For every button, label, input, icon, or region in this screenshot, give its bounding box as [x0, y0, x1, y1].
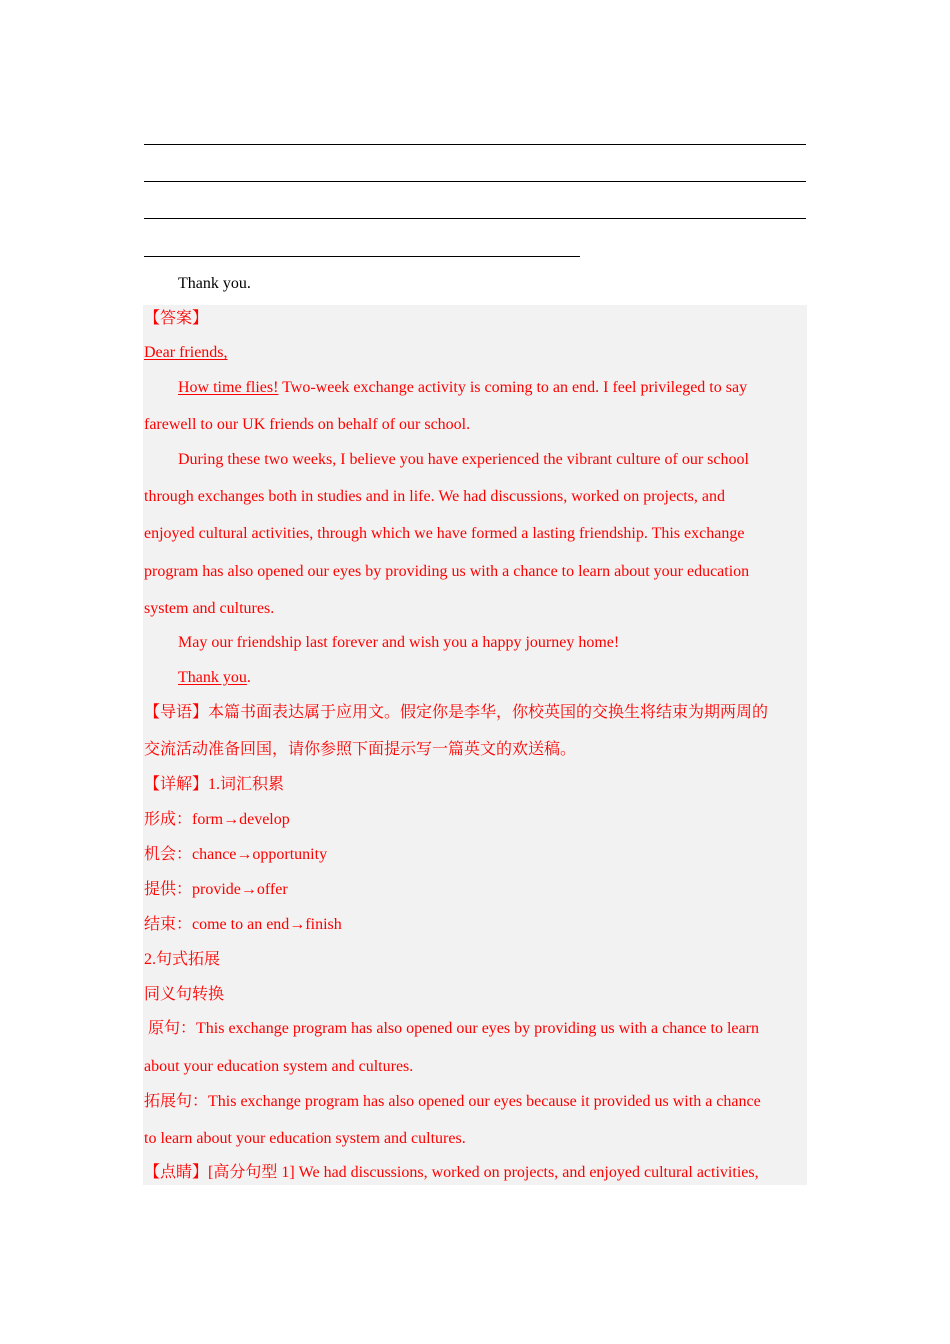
highlight-line-1: 【点睛】[高分句型 1] We had discussions, worked on projects, and enjoyed cultural activities,	[144, 1164, 759, 1181]
vocab-item: 结束：come to an end→finish	[144, 916, 342, 933]
extended-sentence-line-2: to learn about your education system and cultures.	[144, 1130, 466, 1147]
closing-text: Thank you.	[178, 275, 251, 292]
blank-writing-line	[144, 144, 806, 145]
blank-writing-line	[144, 256, 580, 257]
letter-paragraph-1	[178, 378, 747, 398]
paragraph-text: Two-week exchange activity is coming to an end. I feel privileged to say	[278, 379, 748, 396]
vocab-item: 提供：provide→offer	[144, 881, 288, 898]
letter-greeting: Dear friends,	[144, 344, 228, 361]
explain-heading: 【详解】1.词汇积累	[144, 776, 285, 793]
vocab-item: 机会：chance→opportunity	[144, 846, 328, 863]
extended-sentence-line-1: 拓展句：This exchange program has also opened our eyes because it provided us with a chance	[144, 1093, 761, 1110]
synonym-heading: 同义句转换	[144, 986, 225, 1003]
letter-paragraph-2-line: system and cultures.	[144, 600, 275, 617]
letter-paragraph-2-line: enjoyed cultural activities, through which we have formed a lasting friendship. This exchange	[144, 525, 745, 542]
letter-closing	[178, 668, 251, 688]
original-sentence-line-1: 原句：This exchange program has also opened our eyes by providing us with a chance to learn	[144, 1020, 759, 1037]
guide-line-1: 【导语】本篇书面表达属于应用文。假定你是李华，你校英国的交换生将结束为期两周的	[144, 704, 769, 721]
letter-paragraph-3: May our friendship last forever and wish you a happy journey home!	[178, 634, 620, 651]
closing-period: .	[246, 669, 251, 686]
vocab-item: 形成：form→develop	[144, 811, 290, 828]
letter-paragraph-2-line: through exchanges both in studies and in life. We had discussions, worked on projects, and	[144, 488, 725, 505]
underlined-closing: Thank you	[178, 669, 247, 686]
section-2-heading: 2.句式拓展	[144, 951, 221, 968]
blank-writing-line	[144, 218, 806, 219]
letter-paragraph-1-cont: farewell to our UK friends on behalf of our school.	[144, 416, 471, 433]
answer-heading: 【答案】	[144, 310, 209, 327]
letter-paragraph-2-line: During these two weeks, I believe you have experienced the vibrant culture of our school	[178, 451, 749, 468]
guide-line-2: 交流活动准备回国，请你参照下面提示写一篇英文的欢送稿。	[144, 741, 577, 758]
letter-paragraph-2-line: program has also opened our eyes by providing us with a chance to learn about your education	[144, 563, 750, 580]
underlined-phrase: How time flies!	[178, 379, 279, 396]
original-sentence-line-2: about your education system and cultures.	[144, 1058, 414, 1075]
blank-writing-line	[144, 181, 806, 182]
